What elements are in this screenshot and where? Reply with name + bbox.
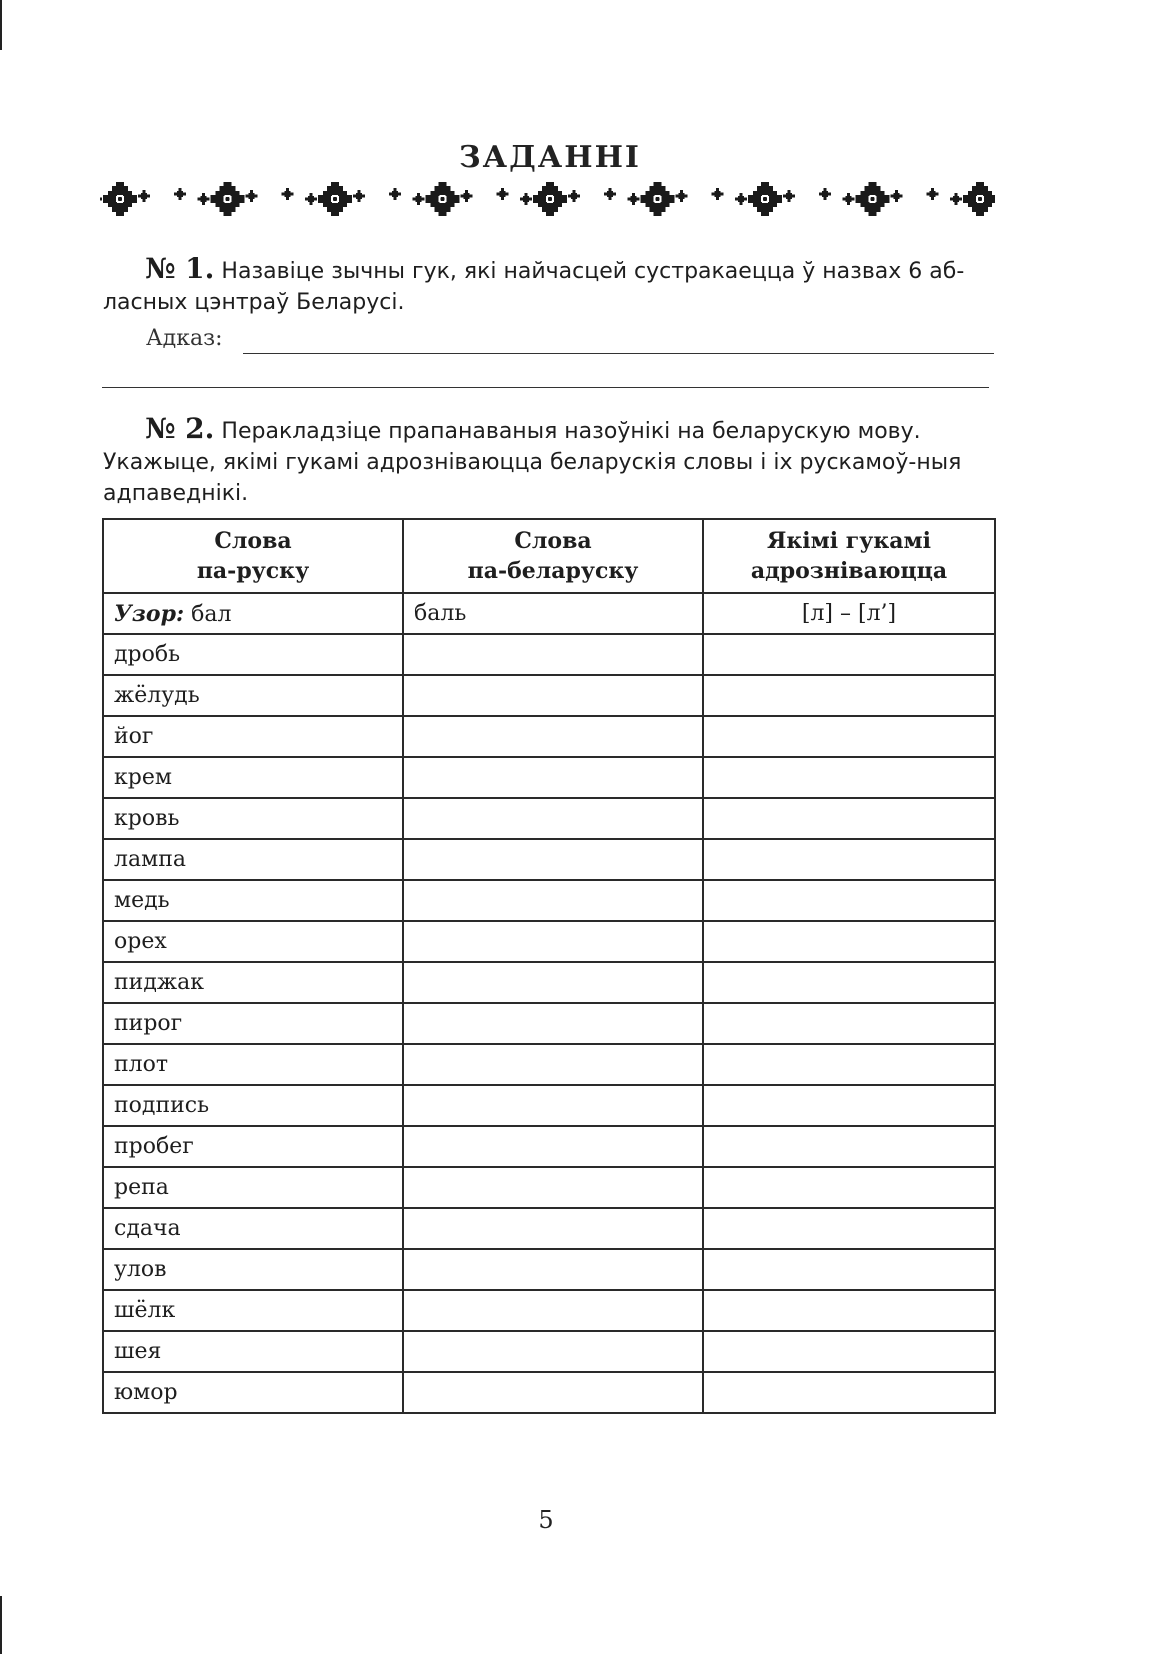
example-sounds: [л] – [л’] [801,601,897,626]
table-row [103,634,995,675]
ornament-diamond [211,182,245,216]
sounds-answer-cell[interactable] [703,798,995,839]
ornament-cross [461,190,473,202]
ornament-cross [520,193,532,205]
table-row [103,675,995,716]
russian-word: жёлудь [114,683,200,708]
table-row [103,1044,995,1085]
table-row [103,1290,995,1331]
ornament-cross [568,190,580,202]
ornament-cross [927,188,939,200]
page-title: ЗАДАННІ [459,140,641,175]
belarusian-answer-cell[interactable] [403,1249,703,1290]
table-row [103,880,995,921]
ornament-divider [100,182,995,216]
russian-word-cell [103,757,403,798]
belarusian-answer-cell[interactable] [403,1167,703,1208]
ornament-cross [174,188,186,200]
russian-word: пирог [114,1011,183,1036]
belarusian-answer-cell[interactable] [403,1126,703,1167]
russian-word: шёлк [114,1298,176,1323]
ornament-diamond [856,182,890,216]
ornament-cross [783,190,795,202]
russian-word-cell [103,716,403,757]
example-russian-word: бал [191,601,232,627]
belarusian-answer-cell[interactable] [403,962,703,1003]
russian-word-cell [103,1372,403,1413]
belarusian-answer-cell[interactable] [403,921,703,962]
belarusian-answer-cell[interactable] [403,1331,703,1372]
belarusian-answer-cell[interactable] [403,675,703,716]
russian-word-cell [103,921,403,962]
ornament-diamond [426,182,460,216]
ornament-cross [413,193,425,205]
belarusian-answer-cell[interactable] [403,1208,703,1249]
russian-word-cell [103,880,403,921]
header-russian-word [103,519,403,593]
table-row [103,1331,995,1372]
russian-word: улов [114,1257,167,1282]
table-row [103,757,995,798]
example-sounds-cell [703,593,995,634]
belarusian-answer-cell[interactable] [403,1372,703,1413]
table-row [103,1167,995,1208]
belarusian-answer-cell[interactable] [403,757,703,798]
ornament-cross [389,188,401,200]
task-1-text: Назавіце зычны гук, які найчасцей сустракаецца ў назвах 6 аб-ласных цэнтраў Беларусі. [103,259,965,315]
russian-word: орех [114,929,167,954]
table-row [103,1372,995,1413]
russian-word-cell [103,798,403,839]
belarusian-answer-cell[interactable] [403,1003,703,1044]
answer-line-2[interactable] [102,387,989,388]
russian-word-cell [103,1003,403,1044]
table-row [103,921,995,962]
header-belarusian-word-text: Слова па-беларуску [467,528,639,584]
table-row [103,1249,995,1290]
sounds-answer-cell[interactable] [703,1290,995,1331]
ornament-cross [819,188,831,200]
russian-word-cell [103,1167,403,1208]
ornament-cross [100,193,102,205]
russian-word: сдача [114,1216,181,1241]
sounds-answer-cell[interactable] [703,1085,995,1126]
sounds-answer-cell[interactable] [703,1372,995,1413]
belarusian-answer-cell[interactable] [403,1085,703,1126]
sounds-answer-cell[interactable] [703,1208,995,1249]
sounds-answer-cell[interactable] [703,1331,995,1372]
ornament-cross [282,188,294,200]
sounds-answer-cell[interactable] [703,921,995,962]
task-2-number: № 2. [145,412,215,445]
belarusian-answer-cell[interactable] [403,634,703,675]
table-row [103,716,995,757]
sounds-answer-cell[interactable] [703,1126,995,1167]
russian-word-cell [103,1208,403,1249]
example-belarusian-cell [403,593,703,634]
russian-word-cell [103,1085,403,1126]
sounds-answer-cell[interactable] [703,880,995,921]
belarusian-answer-cell[interactable] [403,798,703,839]
russian-word-cell [103,1331,403,1372]
sounds-answer-cell[interactable] [703,1249,995,1290]
belarusian-answer-cell[interactable] [403,716,703,757]
task-2-text: Перакладзіце прапанаваныя назоўнікі на беларускую мову. Укажыце, якімі гукамі адрозніваюцца беларускія словы і іх рускамоў-ныя адпаведнікі. [103,419,962,506]
table-row [103,1085,995,1126]
ornament-cross [246,190,258,202]
russian-word: пробег [114,1134,194,1159]
russian-word: кровь [114,806,180,831]
example-belarusian-word: баль [414,601,467,626]
ornament-row [100,182,995,216]
ornament-cross [843,193,855,205]
example-russian-cell [103,593,403,634]
table-row [103,1126,995,1167]
russian-word: дробь [114,642,181,667]
translation-table [102,518,996,1414]
example-label: Узор: [114,600,185,627]
ornament-cross [628,193,640,205]
crop-mark-top [0,0,2,50]
page-number: 5 [538,1506,554,1534]
sounds-answer-cell[interactable] [703,962,995,1003]
russian-word-cell [103,839,403,880]
russian-word: плот [114,1052,169,1077]
sounds-answer-cell[interactable] [703,839,995,880]
ornament-diamond [318,182,352,216]
answer-line-1[interactable] [243,353,994,354]
ornament-cross [353,190,365,202]
answer-label: Адказ: [146,326,223,351]
sounds-answer-cell[interactable] [703,1167,995,1208]
belarusian-answer-cell[interactable] [403,880,703,921]
russian-word: пиджак [114,970,204,995]
table-header-row [103,519,995,593]
task-1 [103,253,994,318]
sounds-answer-cell[interactable] [703,1003,995,1044]
ornament-cross [676,190,688,202]
russian-word: шея [114,1339,162,1364]
ornament-cross [950,193,962,205]
ornament-diamond [963,182,995,216]
belarusian-answer-cell[interactable] [403,1290,703,1331]
russian-word-cell [103,962,403,1003]
russian-word: лампа [114,847,186,872]
example-row [103,593,995,634]
ornament-diamond [748,182,782,216]
sounds-answer-cell[interactable] [703,757,995,798]
table-row [103,798,995,839]
task-2 [103,413,994,509]
belarusian-answer-cell[interactable] [403,839,703,880]
sounds-answer-cell[interactable] [703,1044,995,1085]
russian-word: крем [114,765,172,790]
ornament-cross [138,190,150,202]
ornament-diamond [533,182,567,216]
russian-word-cell [103,1044,403,1085]
belarusian-answer-cell[interactable] [403,1044,703,1085]
table-row [103,839,995,880]
ornament-cross [305,193,317,205]
crop-mark-bottom [0,1596,2,1654]
russian-word-cell [103,1126,403,1167]
ornament-cross [604,188,616,200]
header-belarusian-word [403,519,703,593]
ornament-cross [497,188,509,200]
table-row [103,962,995,1003]
ornament-cross [712,188,724,200]
russian-word: юмор [114,1380,178,1405]
sounds-answer-cell[interactable] [703,716,995,757]
ornament-diamond [103,182,137,216]
russian-word-cell [103,634,403,675]
header-differing-sounds [703,519,995,593]
task-1-number: № 1. [145,252,215,285]
russian-word: репа [114,1175,169,1200]
table-row [103,1003,995,1044]
ornament-cross [198,193,210,205]
russian-word: подпись [114,1093,210,1118]
russian-word: йог [114,724,154,749]
russian-word: медь [114,888,170,913]
ornament-cross [735,193,747,205]
russian-word-cell [103,675,403,716]
sounds-answer-cell[interactable] [703,634,995,675]
sounds-answer-cell[interactable] [703,675,995,716]
header-russian-word-text: Слова па-руску [196,528,310,584]
ornament-diamond [641,182,675,216]
russian-word-cell [103,1290,403,1331]
table-row [103,1208,995,1249]
header-differing-sounds-text: Якімі гукамі адрозніваюцца [750,528,948,584]
russian-word-cell [103,1249,403,1290]
ornament-cross [891,190,903,202]
